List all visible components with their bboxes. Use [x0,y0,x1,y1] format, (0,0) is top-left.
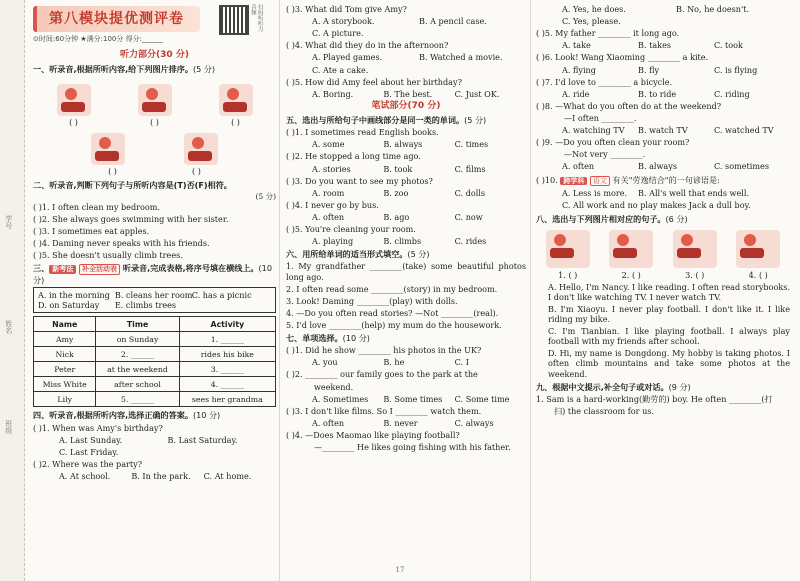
picture-football [184,133,218,165]
answer-bracket[interactable]: ( ) [150,118,159,128]
answer-bracket[interactable]: ( ) [192,167,201,177]
fill-item[interactable]: 1. Sam is a hard-working(勤劳的) boy. He often ________(打 [536,393,773,404]
table-row [34,377,276,392]
options [286,357,526,367]
options [536,161,790,171]
binding-gutter [0,0,25,581]
picture-swimming [91,133,125,165]
option[interactable]: B. In the park. [131,471,191,482]
table-cell-blank[interactable]: 1. ______ [179,332,275,347]
picture-cleaning [57,84,91,116]
word-bank [33,287,276,313]
column-header: Activity [179,317,275,332]
option[interactable]: B. No, he doesn't. [676,4,750,14]
option[interactable]: A. playing [312,236,354,247]
gutter-label-student-number: 学号 [4,215,13,229]
tf-item[interactable]: ( )2. She always goes swimming with her sister. [33,213,229,224]
options [286,89,526,99]
column-2 [286,4,526,454]
option[interactable]: C. I [454,357,469,368]
question[interactable]: ( )2. He stopped a long time ago. [286,151,421,162]
question[interactable]: ( )1. I sometimes read English books. [286,127,439,138]
picture-bicycle [673,230,717,268]
option[interactable]: C. times [454,139,489,150]
option[interactable]: B. zoo [383,187,409,198]
word-option: C. has a picnic [191,290,252,301]
options [286,164,526,174]
answer-brackets [33,167,276,177]
options [536,188,790,198]
option[interactable]: A. take [562,40,591,51]
answer-bracket[interactable]: 3. ( ) [685,269,705,280]
question[interactable]: ( )4. What did they do in the afternoon? [286,40,449,51]
table-cell: Amy [34,332,96,347]
table-row [34,347,276,362]
cross-subject-badge: 跨学科 [560,177,587,186]
title-banner [33,6,200,32]
question-continued: weekend. [314,381,354,392]
picture-row [33,76,276,116]
option[interactable]: A. you [312,357,338,368]
option[interactable]: C. Just OK. [454,88,500,99]
table-cell: after school [96,377,179,392]
section-2-title: 二、听录音,判断下列句子与所听内容是(T)否(F)相符。 [33,180,232,191]
option[interactable]: A. Last Sunday. [59,434,123,445]
question-continued: —________ He likes going fishing with his father. [314,442,511,453]
chinese-badge: 语文 [590,176,610,187]
word-option: B. cleans her room [114,290,193,301]
answer-bracket[interactable]: ( ) [69,118,78,128]
fill-item-continued: 扫) the classroom for us. [554,405,655,416]
options [286,188,526,198]
options [536,4,790,14]
fill-item[interactable]: 1. My grandfather ________(take) some beautiful photos long ago. [286,261,526,282]
option[interactable]: B. Some times [383,393,443,404]
word-option: D. on Saturday [38,300,100,311]
question[interactable]: ( )8. —What do you often do at the weekend? [536,100,722,111]
qr-code-icon[interactable] [219,5,249,35]
option[interactable]: C. sometimes [714,161,770,172]
sentence-option: A. Hello, I'm Nancy. I like reading. I often read storybooks. I don't like watching TV. I never watch TV. [548,281,790,302]
option[interactable]: A. At school. [59,471,111,482]
word-option: A. in the morning [38,290,110,301]
option[interactable]: A. A storybook. [312,16,375,27]
fill-item[interactable]: 4. —Do you often read stories? —Not ________(real). [286,307,499,318]
table-row [34,392,276,407]
question[interactable]: ( )2. Where was the party? [33,458,143,469]
question[interactable]: ( )1. Did he show ________ his photos in the UK? [286,345,482,356]
gutter-label-class: 班级 [4,420,13,434]
option[interactable]: C. At home. [203,471,252,482]
options [536,200,790,210]
table-cell-blank[interactable]: 4. ______ [179,377,275,392]
section-8-title: 八、选出与下列图片相对应的句子。(6 分) [536,213,688,224]
options [286,418,526,428]
page-title: 第八模块提优测评卷 [49,11,184,27]
table-cell: on Sunday [96,332,179,347]
section-2-points: (5 分) [255,192,276,202]
fill-item[interactable]: 5. I'd love ________(help) my mum do the housework. [286,319,502,330]
column-1 [33,0,276,483]
options [536,65,790,75]
option[interactable]: A. Boring. [312,88,354,99]
question-continued: —I often ________. [564,112,637,123]
option[interactable]: C. Yes, please. [562,16,621,27]
tf-item[interactable]: ( )4. Daming never speaks with his friends. [33,238,210,249]
question[interactable]: ( )3. I don't like films. So I ________ watch them. [286,405,482,416]
page-number: 17 [395,566,405,574]
section-9-title: 九、根据中文提示,补全句子或对话。(9 分) [536,381,691,392]
option[interactable]: C. took [714,40,743,51]
question[interactable]: ( )3. What did Tom give Amy? [286,4,407,14]
column-header: Name [34,317,96,332]
exam-header [33,4,276,48]
listening-header: 听力部分(30 分) [120,50,189,60]
question[interactable]: ( )5. How did Amy feel about her birthday? [286,76,462,87]
option[interactable]: C. Some time [454,393,510,404]
table-cell-blank[interactable]: 5. ______ [96,392,179,407]
table-cell-blank[interactable]: 2. ______ [96,347,179,362]
section-3-title: 三、 新考法 补全活动表 听录音,完成表格,将序号填在横线上。(10 分) [33,263,272,286]
column-3 [536,4,790,418]
option[interactable]: B. always [638,161,677,172]
answer-bracket[interactable]: 1. ( ) [558,269,578,280]
section-4-title: 四、听录音,根据所听内容,选择正确的答案。(10 分) [33,410,221,421]
option[interactable]: B. took [383,163,413,174]
question[interactable]: ( )5. You're cleaning your room. [286,224,416,235]
option[interactable]: A. ride [562,88,590,99]
table-cell-blank[interactable]: 3. ______ [179,362,275,377]
option[interactable]: C. rides [454,236,487,247]
option[interactable]: B. The best. [383,88,433,99]
answer-brackets [33,118,276,128]
question[interactable]: ( )3. Do you want to see my photos? [286,175,433,186]
options [286,52,526,62]
options [286,139,526,149]
options [33,471,276,481]
option[interactable]: C. A picture. [312,28,364,39]
question[interactable]: ( )10. 跨学科 语文 有关"劳逸结合"的一句谚语是: [536,174,720,185]
option[interactable]: C. always [454,417,494,428]
section-1-title: 一、听录音,根据所听内容,给下列图片排序。(5 分) [33,64,216,75]
option[interactable]: B. climbs [383,236,422,247]
options [286,394,526,404]
options [286,212,526,222]
option[interactable]: A. Less is more. [562,188,628,199]
picture-girl-reading [609,230,653,268]
options [286,65,526,75]
table-cell: rides his bike [179,347,275,362]
question-continued: —Not very ________. [564,149,646,160]
option[interactable]: C. films [454,163,486,174]
option[interactable]: B. he [383,357,405,368]
tf-item[interactable]: ( )3. I sometimes eat apples. [33,226,150,237]
question[interactable]: ( )1. When was Amy's birthday? [33,422,163,433]
option[interactable]: A. room [312,187,345,198]
table-cell: Lily [34,392,96,407]
option[interactable]: B. to ride [638,88,677,99]
answer-bracket[interactable]: 2. ( ) [621,269,641,280]
option[interactable]: C. is flying [714,64,758,75]
exam-meta: ⊙时间:60分钟 ★满分:100分 得分:______ [33,35,163,43]
table-cell: at the weekend [96,362,179,377]
activity-table-badge: 补全活动表 [79,264,120,275]
picture-boy-photo [546,230,590,268]
option[interactable]: B. never [383,417,418,428]
option[interactable]: A. some [312,139,345,150]
picture-boy-camera [736,230,780,268]
option[interactable]: C. riding [714,88,750,99]
tf-item[interactable]: ( )5. She doesn't usually climb trees. [33,250,183,261]
question[interactable]: ( )4. —Does Maomao like playing football? [286,429,460,440]
option[interactable]: A. stories [312,163,351,174]
option[interactable]: A. watching TV [562,125,625,136]
question[interactable]: ( )2. ________ our family goes to the park at the [286,369,478,380]
answer-bracket[interactable]: ( ) [231,118,240,128]
option[interactable]: C. Ate a cake. [312,64,369,75]
section-7-title: 七、单项选择。(10 分) [286,333,370,344]
options [286,28,526,38]
section-5-title: 五、选出与所给句子中画线部分是同一类的单词。(5 分) [286,115,487,126]
option[interactable]: A. often [312,417,345,428]
picture-girl-reading [219,84,253,116]
question[interactable]: ( )7. I'd love to ________ a bicycle. [536,76,673,87]
question[interactable]: ( )6. Look! Wang Xiaoming ________ a kite. [536,52,709,63]
table-row [34,332,276,347]
option[interactable]: B. All's well that ends well. [638,188,750,199]
options [536,125,790,135]
option[interactable]: C. All work and no play makes Jack a dull boy. [562,200,751,211]
question[interactable]: ( )4. I never go by bus. [286,199,379,210]
answer-labels [536,270,790,280]
option[interactable]: B. Watched a movie. [419,52,503,63]
picture-riding-bike [138,84,172,116]
option[interactable]: C. Last Friday. [59,446,119,457]
table-cell: Peter [34,362,96,377]
option[interactable]: A. Yes, he does. [562,4,626,14]
gutter-label-name: 姓名 [4,320,13,334]
table-cell: sees her grandma [179,392,275,407]
column-divider [530,0,531,581]
section-6-title: 六、用所给单词的适当形式填空。(5 分) [286,249,430,260]
table-row [34,362,276,377]
table-header-row [34,317,276,332]
option[interactable]: C. now [454,212,483,222]
written-header: 笔试部分(70 分) [371,100,441,111]
option[interactable]: C. watched TV [714,125,774,136]
picture-row [33,131,276,165]
options [33,447,276,457]
fill-item[interactable]: 3. Look! Daming ________(play) with dolls. [286,295,458,306]
option[interactable]: B. always [383,139,423,150]
picture-row [536,226,790,268]
options [33,435,276,445]
question[interactable]: ( )9. —Do you often clean your room? [536,137,690,148]
option[interactable]: C. dolls [454,187,486,198]
options [536,89,790,99]
option[interactable]: B. watch TV [638,125,688,136]
fill-item[interactable]: 2. I often read some ________(story) in my bedroom. [286,283,498,294]
option[interactable]: B. takes [638,40,672,51]
sentence-option: B. I'm Xiaoyu. I never play football. I don't like it. I like riding my bike. [548,303,790,325]
question[interactable]: ( )5. My father ________ it long ago. [536,28,680,39]
column-header: Time [96,317,179,332]
answer-bracket[interactable]: 4. ( ) [748,269,768,280]
options [536,16,790,26]
option[interactable]: A. often [562,161,595,172]
options [286,236,526,246]
table-cell: Nick [34,347,96,362]
word-option: E. climbs trees [114,300,177,311]
option[interactable]: A. Sometimes [312,393,369,404]
sentence-option: C. I'm Tianbian. I like playing football. I always play football with my friends after school. [548,326,790,347]
qr-caption: 扫码听听力音频 [249,4,263,32]
sentence-option: D. Hi, my name is Dongdong. My hobby is taking photos. I often climb mountains and take some photos at the weekend. [548,348,790,379]
option[interactable]: B. ago [383,212,410,222]
options [536,40,790,50]
option[interactable]: A. flying [562,64,596,75]
options [286,16,526,26]
answer-bracket[interactable]: ( ) [108,167,117,177]
option[interactable]: A. often [312,212,345,222]
tf-item[interactable]: ( )1. I often clean my bedroom. [33,201,161,212]
table-cell: Miss White [34,377,96,392]
option[interactable]: A. Played games. [312,52,383,63]
new-format-badge: 新考法 [49,265,76,274]
option[interactable]: B. Last Saturday. [167,434,238,445]
column-divider [279,0,280,581]
activity-table [33,316,276,407]
option[interactable]: B. A pencil case. [419,16,487,27]
option[interactable]: B. fly [638,64,660,75]
